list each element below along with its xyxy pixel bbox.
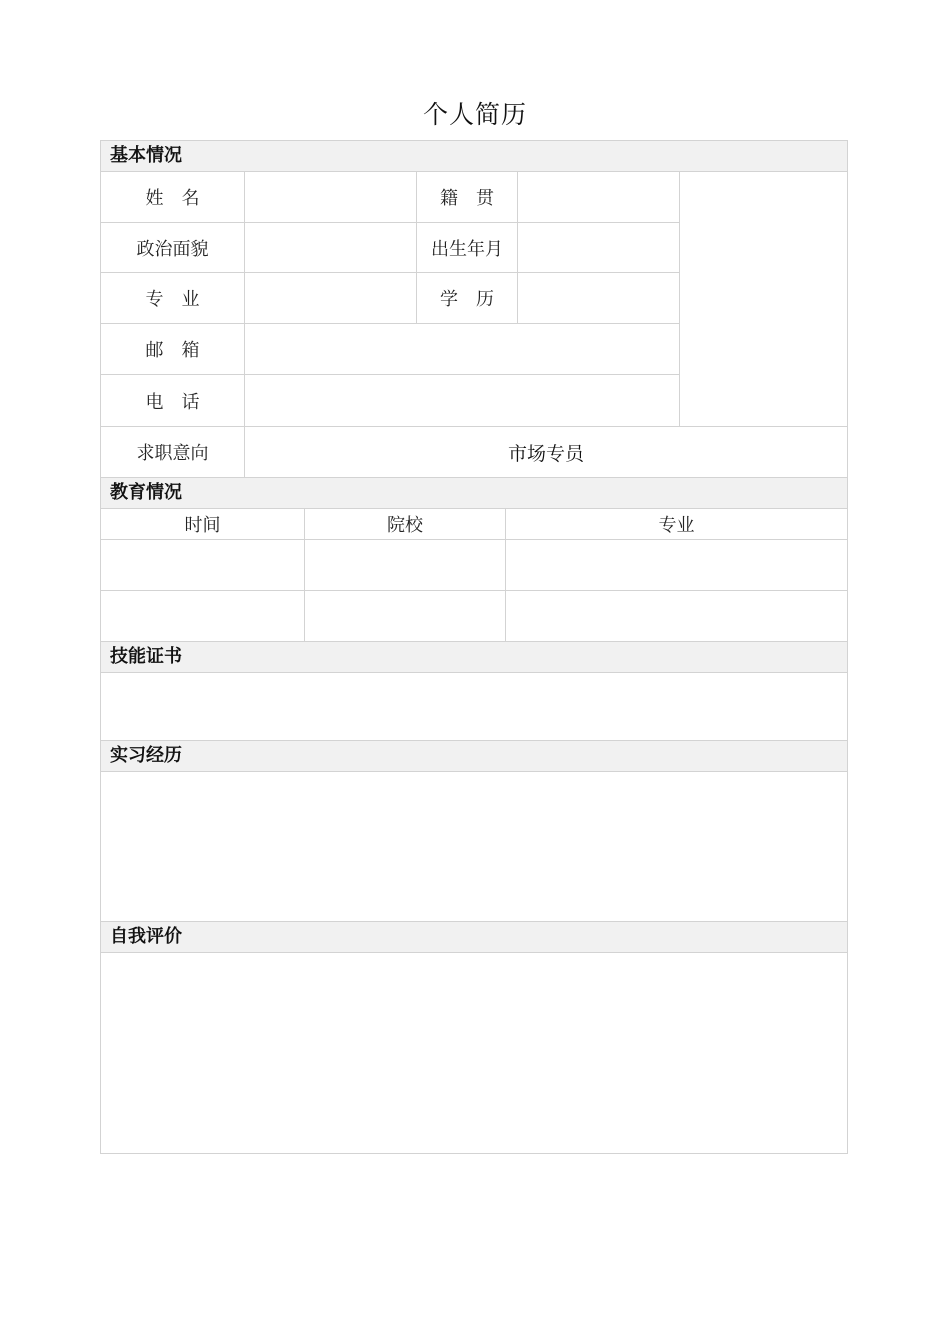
phone-field[interactable] bbox=[245, 375, 679, 426]
section-header-basic: 基本情况 bbox=[100, 140, 848, 172]
label-major: 专 业 bbox=[145, 289, 200, 310]
label-name: 姓 名 bbox=[145, 188, 200, 209]
section-header-self-evaluation-label: 自我评价 bbox=[110, 926, 182, 947]
section-header-internship bbox=[100, 740, 848, 772]
edu-cell-major[interactable] bbox=[506, 540, 847, 590]
internship-content-area[interactable] bbox=[101, 772, 847, 921]
section-header-skills bbox=[100, 641, 848, 673]
skills-content-area[interactable] bbox=[101, 673, 847, 740]
section-header-self-evaluation bbox=[100, 921, 848, 953]
label-political-status: 政治面貌 bbox=[136, 238, 209, 260]
label-phone: 电 话 bbox=[145, 391, 200, 413]
label-birth: 出生年月 bbox=[431, 238, 503, 260]
name-field[interactable] bbox=[245, 172, 416, 222]
section-header-internship-label: 实习经历 bbox=[110, 745, 182, 766]
degree-field[interactable] bbox=[518, 273, 679, 323]
label-native-place: 籍 贯 bbox=[440, 188, 494, 209]
edu-header-major: 专业 bbox=[658, 515, 695, 536]
self-evaluation-content-area[interactable] bbox=[101, 953, 847, 1153]
label-degree: 学 历 bbox=[440, 289, 494, 310]
objective-field[interactable]: 市场专员 bbox=[507, 442, 584, 465]
birth-field[interactable] bbox=[518, 223, 679, 272]
section-header-skills-label: 技能证书 bbox=[110, 646, 182, 667]
native-place-field[interactable] bbox=[518, 172, 679, 222]
page-title: 个人简历 bbox=[422, 100, 527, 129]
edu-header-school: 院校 bbox=[387, 515, 423, 536]
edu-cell-school[interactable] bbox=[305, 591, 505, 641]
political-status-field[interactable] bbox=[245, 223, 416, 272]
edu-cell-school[interactable] bbox=[305, 540, 505, 590]
label-email: 邮 箱 bbox=[145, 340, 200, 361]
major-field[interactable] bbox=[245, 273, 416, 323]
section-header-education: 教育情况 bbox=[100, 477, 848, 509]
label-objective: 求职意向 bbox=[136, 443, 209, 464]
edu-cell-major[interactable] bbox=[506, 591, 847, 641]
photo-area[interactable] bbox=[680, 172, 847, 426]
email-field[interactable] bbox=[245, 324, 679, 374]
edu-cell-time[interactable] bbox=[101, 591, 304, 641]
edu-cell-time[interactable] bbox=[101, 540, 304, 590]
edu-header-time: 时间 bbox=[184, 515, 221, 536]
